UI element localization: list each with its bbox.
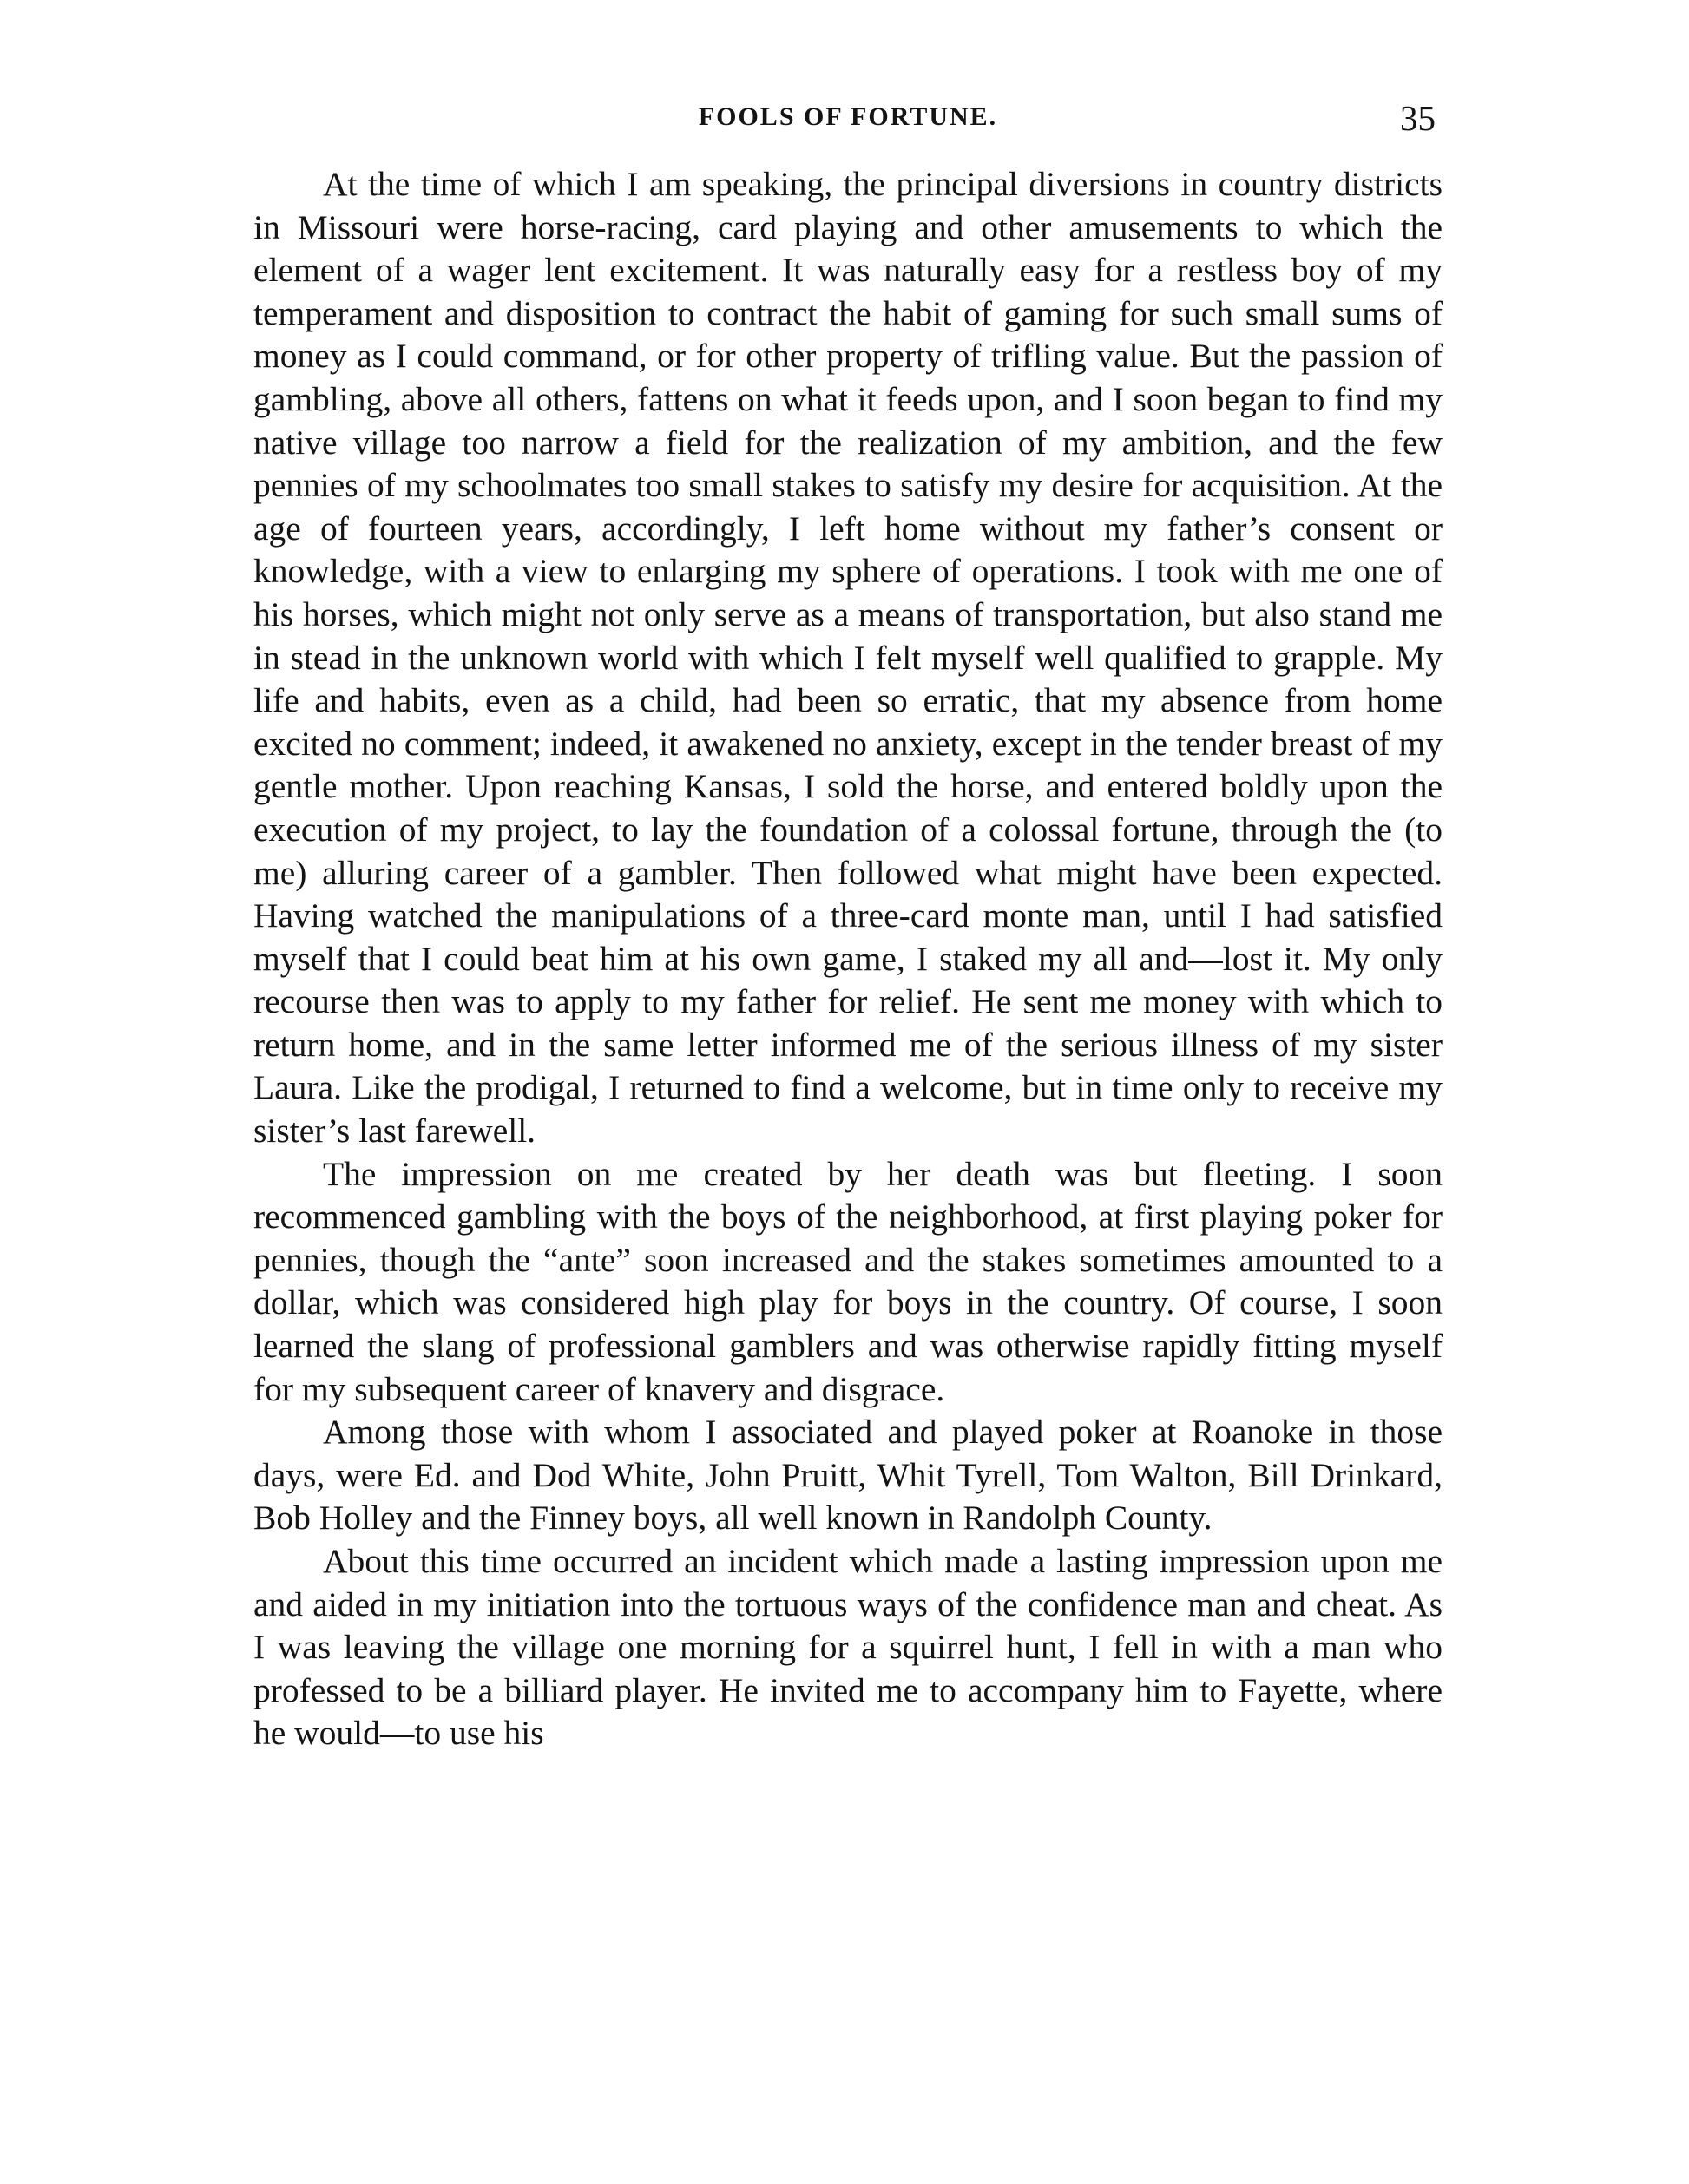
paragraph: At the time of which I am speaking, the principal diversions in country districts in Missouri were horse-racing, card playing and other amusements to which the element of a wager lent excitement. It was naturally easy for a restless boy of my temperament and disposition to contract the habit of gaming for such small sums of money as I could command, or for other property of trifling value. But the passion of gambling, above all others, fattens on what it feeds upon, and I soon began to find my native village too narrow a field for the realization of my ambition, and the few pennies of my schoolmates too small stakes to satisfy my desire for acquisition. At the age of fourteen years, accordingly, I left home without my father’s consent or knowledge, with a view to enlarging my sphere of operations. I took with me one of his horses, which might not only serve as a means of transportation, but also stand me in stead in the unknown world with which I felt myself well qualified to grapple. My life and habits, even as a child, had been so erratic, that my absence from home excited no comment; indeed, it awakened no anxiety, except in the tender breast of my gentle mother. Upon reaching Kansas, I sold the horse, and entered boldly upon the execution of my project, to lay the foundation of a colossal fortune, through the (to me) alluring career of a gambler. Then followed what might have been expected. Having watched the manipulations of a three-card monte man, until I had satisfied myself that I could beat him at his own game, I staked my all and—lost it. My only recourse then was to apply to my father for relief. He sent me money with which to return home, and in the same letter informed me of the serious illness of my sister Laura. Like the prodigal, I returned to find a welcome, but in time only to receive my sister’s last farewell. — [253, 165, 1443, 1151]
paragraph: The impression on me created by her death was but fleeting. I soon recommenced gambling with the boys of the neighborhood, at first playing poker for pennies, though the “ante” soon increased and the stakes sometimes amounted to a dollar, which was considered high play for boys in the country. Of course, I soon learned the slang of professional gamblers and was otherwise rapidly fitting myself for my subsequent career of knavery and disgrace. — [253, 1154, 1443, 1408]
body-text — [253, 163, 1443, 1755]
running-title: FOOLS OF FORTUNE. — [698, 102, 998, 131]
page-number: 35 — [1400, 98, 1436, 138]
paragraph: Among those with whom I associated and played poker at Roanoke in those days, were Ed. and Dod White, John Pruitt, Whit Tyrell, Tom Walton, Bill Drinkard, Bob Holley and the Finney boys, all well known in Randolph County. — [253, 1413, 1443, 1538]
running-head — [253, 97, 1443, 149]
paragraph: About this time occurred an incident which made a lasting impression upon me and aided in my initiation into the tortuous ways of the confidence man and cheat. As I was leaving the village one morning for a squirrel hunt, I fell in with a man who professed to be a billiard player. He invited me to accompany him to Fayette, where he would—to use his — [253, 1542, 1443, 1753]
